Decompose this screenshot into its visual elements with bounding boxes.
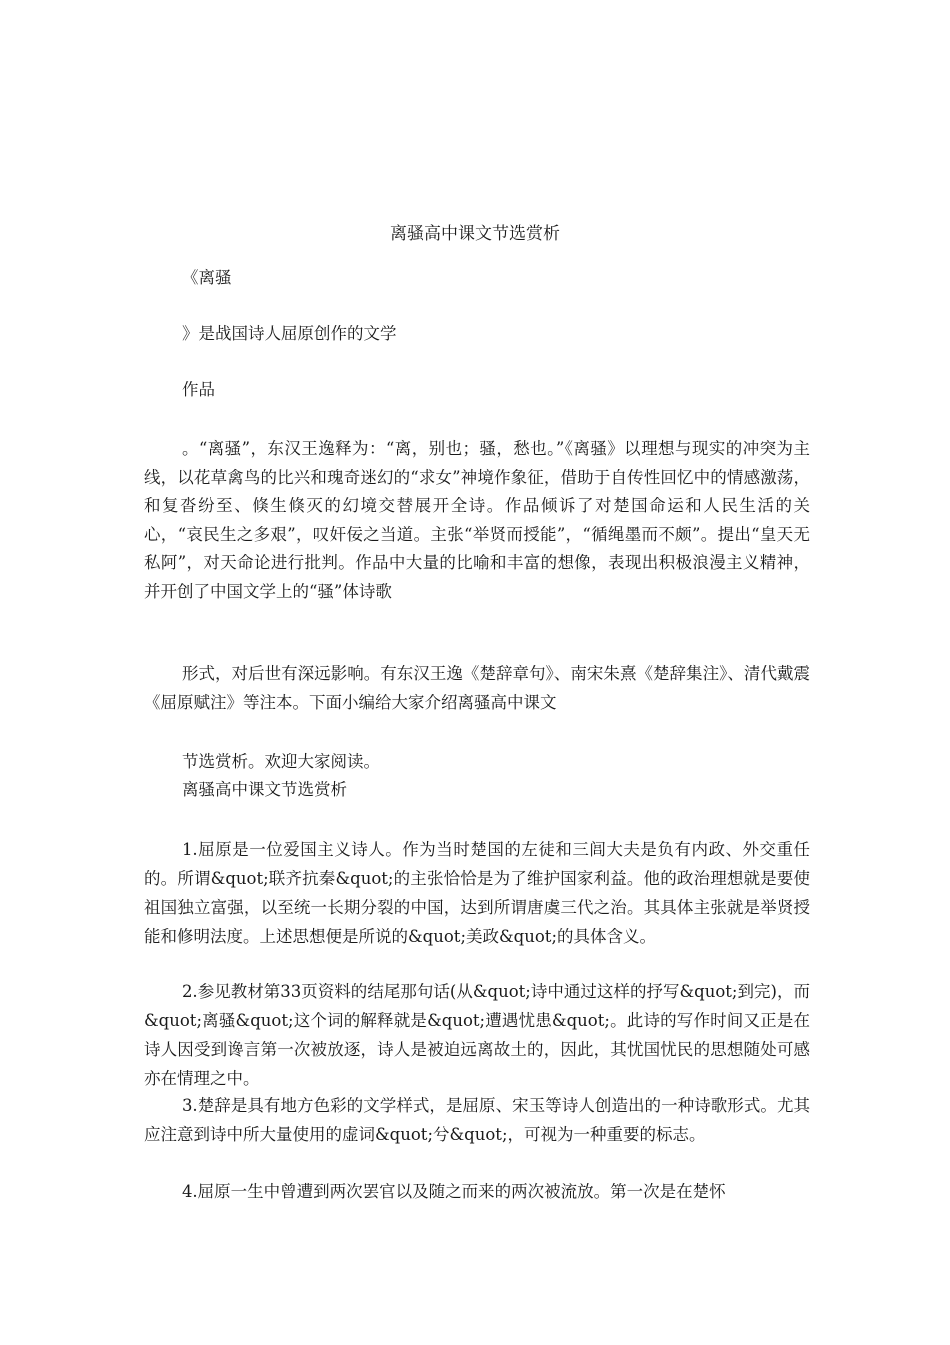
intro-fragment-book-title: 《离骚 xyxy=(182,268,232,287)
intro-paragraph: 。“离骚”，东汉王逸释为：“离，别也；骚，愁也。”《离骚》以理想与现实的冲突为主线，以花草禽鸟的比兴和瑰奇迷幻的“求女”神境作象征，借助于自传性回忆中的情感激荡，和复沓纷至、倏生倏灭的幻境交替展开全诗。作品倾诉了对楚国命运和人民生活的关心，“哀民生之多艰”，叹奸佞之当道。主张“举贤而授能”，“循绳墨而不颇”。提出“皇天无私阿”，对天命论进行批判。作品中大量的比喻和丰富的想像，表现出积极浪漫主义精神，并开创了中国文学上的“骚”体诗歌 xyxy=(144,439,810,601)
point-paragraph-1: 1.屈原是一位爱国主义诗人。作为当时楚国的左徒和三闾大夫是负有内政、外交重任的。所谓&quot;联齐抗秦&quot;的主张恰恰是为了维护国家利益。他的政治理想就是要使祖国独立富强，以至统一长期分裂的中国，达到所谓唐虞三代之治。其具体主张就是举贤授能和修明法度。上述思想便是所说的&quot;美政&quot;的具体含义。 xyxy=(144,840,810,946)
intro-fragment-work: 作品 xyxy=(182,380,215,399)
point-paragraph-4: 4.屈原一生中曾遭到两次罢官以及随之而来的两次被流放。第一次是在楚怀 xyxy=(181,1182,726,1201)
form-paragraph: 形式，对后世有深远影响。有东汉王逸《楚辞章句》、南宋朱熹《楚辞集注》、清代戴震《屈原赋注》等注本。下面小编给大家介绍离骚高中课文 xyxy=(144,664,810,712)
point-paragraph-2: 2.参见教材第33页资料的结尾那句话(从&quot;诗中通过这样的抒写&quot;到完)，而&quot;离骚&quot;这个词的解释就是&quot;遭遇忧患&quot;。此诗的写作时间又正是在诗人因受到谗言第一次被放逐，诗人是被迫远离故土的，因此，其忧国忧民的思想随处可感亦在情理之中。 xyxy=(144,982,810,1088)
document-title: 离骚高中课文节选赏析 xyxy=(390,224,560,244)
section-subheading: 离骚高中课文节选赏析 xyxy=(182,780,347,799)
intro-fragment-author: 》是战国诗人屈原创作的文学 xyxy=(182,324,397,343)
closing-fragment: 节选赏析。欢迎大家阅读。 xyxy=(182,752,380,771)
point-paragraph-3: 3.楚辞是具有地方色彩的文学样式，是屈原、宋玉等诗人创造出的一种诗歌形式。尤其应注意到诗中所大量使用的虚词&quot;兮&quot;，可视为一种重要的标志。 xyxy=(144,1096,810,1144)
